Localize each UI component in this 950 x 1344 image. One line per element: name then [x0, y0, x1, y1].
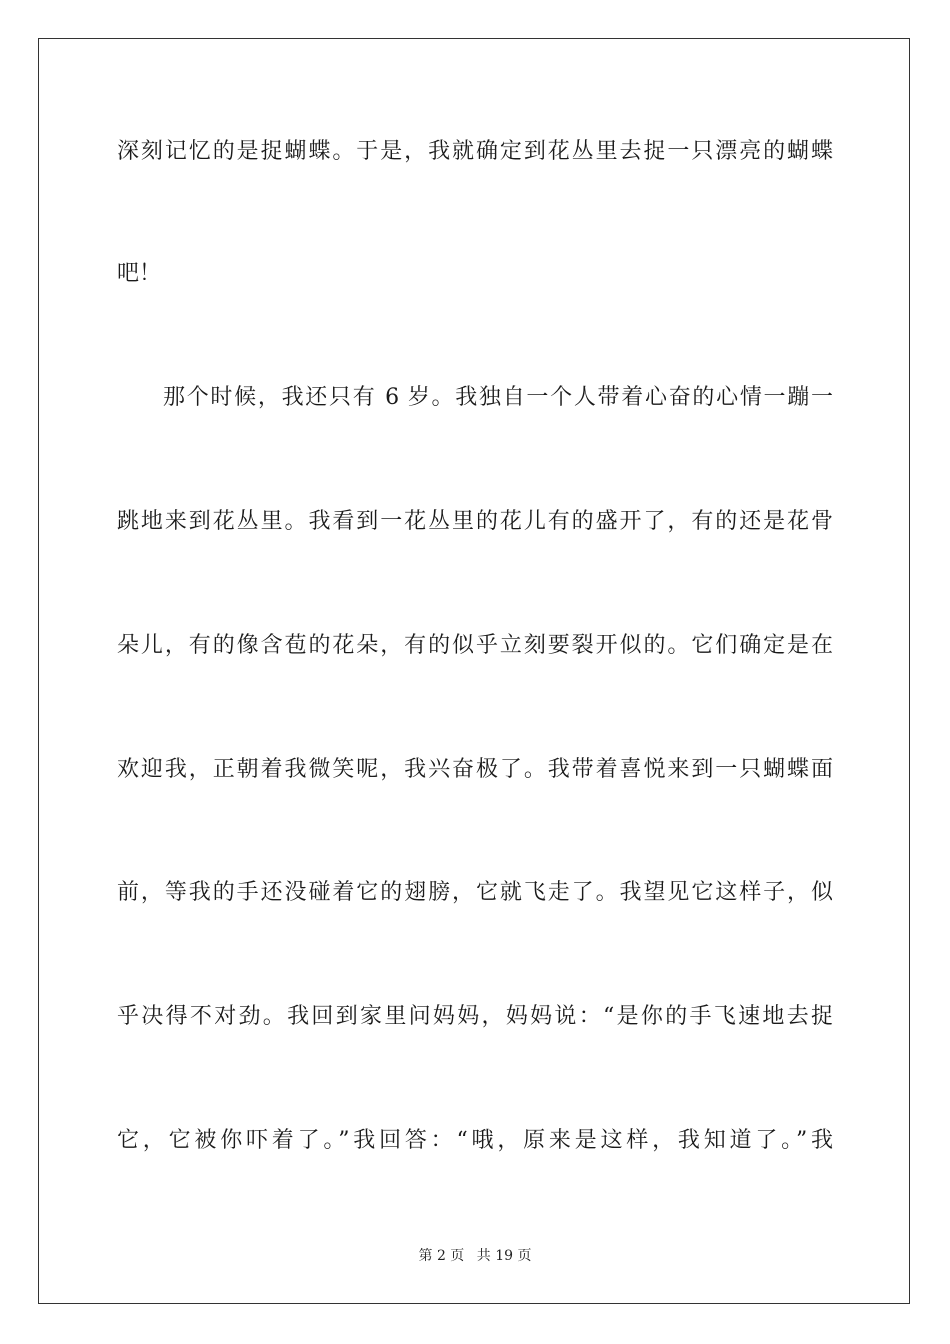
- text-line-7: 前，等我的手还没碰着它的翅膀，它就飞走了。我望见它这样子，似: [117, 880, 833, 905]
- text-line-8: 乎决得不对劲。我回到家里问妈妈，妈妈说：“是你的手飞速地去捉: [117, 1004, 833, 1029]
- page-number: 第 2 页: [418, 1248, 465, 1264]
- text-line-4: 跳地来到花丛里。我看到一花丛里的花儿有的盛开了，有的还是花骨: [117, 509, 833, 534]
- text-line-2: 吧！: [117, 261, 162, 286]
- page-total: 共 19 页: [476, 1248, 532, 1264]
- text-line-3: 那个时候，我还只有 6 岁。我独自一个人带着心奋的心情一蹦一: [163, 385, 833, 410]
- text-line-9: 它，它被你吓着了。”我回答：“哦，原来是这样，我知道了。”我: [117, 1128, 833, 1153]
- text-line-6: 欢迎我，正朝着我微笑呢，我兴奋极了。我带着喜悦来到一只蝴蝶面: [117, 757, 833, 782]
- text-line-1: 深刻记忆的是捉蝴蝶。于是，我就确定到花丛里去捉一只漂亮的蝴蝶: [117, 139, 833, 164]
- page-border: [38, 38, 910, 1304]
- text-line-5: 朵儿，有的像含苞的花朵，有的似乎立刻要裂开似的。它们确定是在: [117, 633, 833, 658]
- page-footer: [0, 1246, 950, 1266]
